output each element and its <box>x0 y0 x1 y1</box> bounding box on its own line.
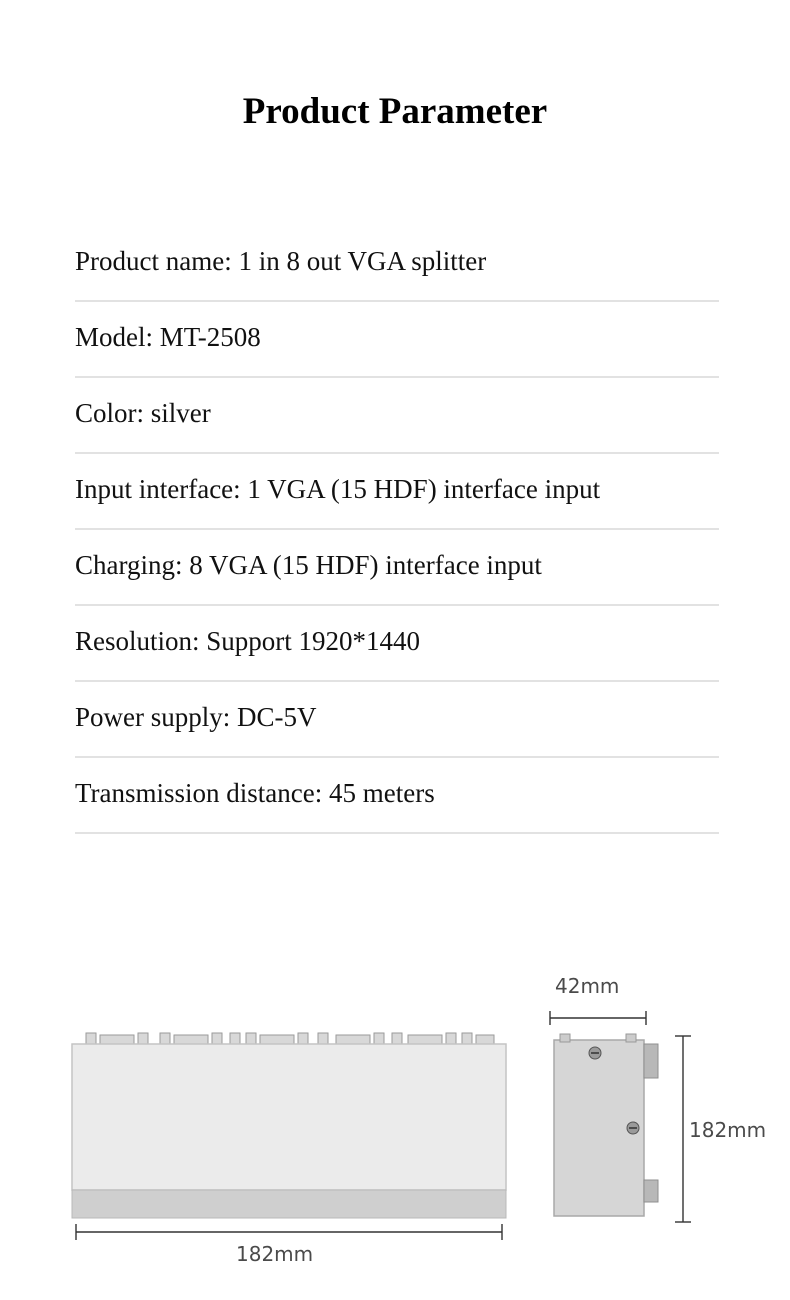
device-front-body <box>72 1044 506 1190</box>
parameter-row <box>75 226 719 302</box>
parameter-text: Input interface: 1 VGA (15 HDF) interface input <box>75 474 601 504</box>
parameter-row <box>75 378 719 454</box>
parameter-text: Transmission distance: 45 meters <box>75 778 435 808</box>
screw-icon <box>589 1047 601 1059</box>
parameter-row <box>75 758 719 834</box>
side-depth-dimension-line <box>550 1011 646 1025</box>
parameter-list <box>75 226 719 834</box>
parameter-row <box>75 302 719 378</box>
front-width-label: 182mm <box>236 1242 314 1266</box>
product-dimension-figure <box>0 960 790 1300</box>
front-width-dimension-line <box>76 1224 502 1240</box>
screw-icon <box>627 1122 639 1134</box>
parameter-text: Color: silver <box>75 398 211 428</box>
parameter-row <box>75 606 719 682</box>
parameter-text: Power supply: DC-5V <box>75 702 317 732</box>
parameter-text: Charging: 8 VGA (15 HDF) interface input <box>75 550 542 580</box>
side-height-label: 182mm <box>689 1118 767 1142</box>
parameter-row <box>75 530 719 606</box>
parameter-text: Product name: 1 in 8 out VGA splitter <box>75 246 487 276</box>
front-view-illustration <box>0 960 790 1300</box>
parameter-text: Resolution: Support 1920*1440 <box>75 626 421 656</box>
parameter-text: Model: MT-2508 <box>75 322 261 352</box>
page-title: Product Parameter <box>242 91 548 132</box>
vga-connectors <box>86 1033 494 1045</box>
device-front-base <box>72 1190 506 1218</box>
side-depth-label: 42mm <box>555 974 620 998</box>
parameter-row <box>75 454 719 530</box>
parameter-row <box>75 682 719 758</box>
